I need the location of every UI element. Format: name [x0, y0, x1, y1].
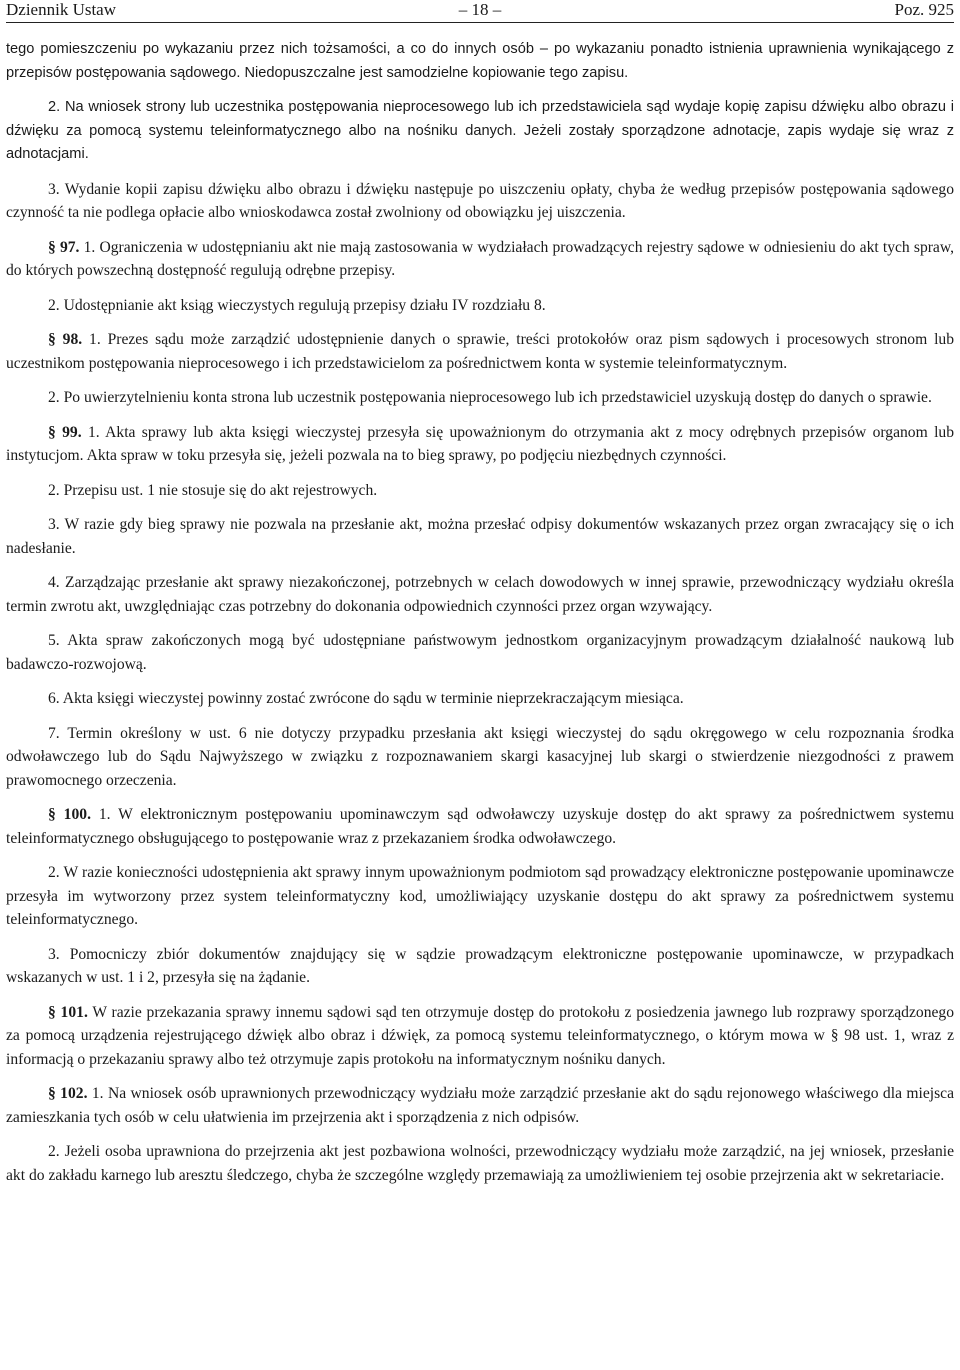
document-body: [6, 38, 954, 1198]
section-mark: § 99.: [48, 423, 82, 441]
paragraph-1: 2. Na wniosek strony lub uczestnika postępowania nieprocesowego lub ich przedstawiciela sąd wydaje kopię zapisu dźwięku albo obrazu i dźwięku za pomocą systemu teleinformatycznego albo na nośniku danych. Jeżeli zostały sporządzone adnotacje, zapis wydaje się wraz z adnotacjami.: [6, 99, 954, 162]
paragraph-12: 6. Akta księgi wieczystej powinny zostać zwrócone do sądu w terminie nieprzekraczającym miesiąca.: [48, 690, 684, 707]
paragraph-18: § 102. 1. Na wniosek osób uprawnionych przewodniczący wydziału może zarządzić przesłanie akt do sądu rejonowego właściwego dla miejsca zamieszkania tych osób w celu ułatwienia im przejrzenia akt i sporządzenia z nich odpisów.: [6, 1085, 955, 1126]
section-mark: § 98.: [48, 331, 83, 348]
paragraph-4: 2. Udostępnianie akt ksiąg wieczystych regulują przepisy działu IV rozdziału 8.: [48, 296, 546, 314]
paragraph-7: § 99. 1. Akta sprawy lub akta księgi wieczystej przesyła się upoważnionym do otrzymania akt z mocy odrębnych przepisów organom lub instytucjom. Akta spraw w toku przesyła się, jeżeli pozwala na to bieg sprawy, po podjęciu niezbędnych czynności.: [6, 423, 955, 464]
section-mark: § 97.: [48, 238, 80, 256]
paragraph-5: § 98. 1. Prezes sądu może zarządzić udostępnienie danych o sprawie, treści protokołów oraz pism sądowych i procesowych stronom lub uczestnikom postępowania nieprocesowego i ich przedstawicielom za pośrednictwem konta w systemie teleinformatycznym.: [6, 331, 955, 372]
paragraph-6: 2. Po uwierzytelnieniu konta strona lub uczestnik postępowania nieprocesowego lub ich przedstawiciel uzyskują dostęp do danych o sprawie.: [48, 389, 932, 406]
position-number: Poz. 925: [894, 0, 954, 19]
paragraph-16: 3. Pomocniczy zbiór dokumentów znajdujący się w sądzie prowadzącym elektroniczne postępowanie upominawcze, w przypadkach wskazanych w ust. 1 i 2, przesyła się na żądanie.: [6, 945, 954, 986]
journal-title: Dziennik Ustaw: [6, 0, 117, 19]
paragraph-9: 3. W razie gdy bieg sprawy nie pozwala na przesłanie akt, można przesłać odpisy dokumentów wskazanych przez organ zwracający się o ich nadesłanie.: [6, 516, 954, 557]
section-mark: § 100.: [48, 806, 91, 823]
paragraph-14: § 100. 1. W elektronicznym postępowaniu upominawczym sąd odwoławczy uzyskuje dostęp do akt sprawy za pośrednictwem systemu teleinformatycznego obsługującego to postępowanie wraz z przekazaniem środka odwoławczego.: [6, 806, 955, 847]
paragraph-2: 3. Wydanie kopii zapisu dźwięku albo obrazu i dźwięku następuje po uiszczeniu opłaty, chyba że według przepisów postępowania sądowego czynność ta nie podlega opłacie albo wnioskodawca został zwolniony od obowiązku jej uiszczenia.: [6, 180, 954, 221]
paragraph-11: 5. Akta spraw zakończonych mogą być udostępniane państwowym jednostkom organizacyjnym prowadzącym działalność naukową lub badawczo-rozwojową.: [6, 632, 954, 673]
section-mark: § 101.: [48, 1003, 88, 1021]
paragraph-10: 4. Zarządzając przesłanie akt sprawy niezakończonej, potrzebnych w celach dowodowych w innej sprawie, przewodniczący wydziału określa termin zwrotu akt, uwzględniając czas potrzebny do dokonania odpowiednich czynności przez organ wzywający.: [6, 574, 954, 615]
paragraph-8: 2. Przepisu ust. 1 nie stosuje się do akt rejestrowych.: [48, 481, 378, 499]
paragraph-0: tego pomieszczeniu po wykazaniu przez nich tożsamości, a co do innych osób – po wykazaniu ponadto istnienia uprawnienia wynikającego z przepisów postępowania sądowego. Niedopuszczalne jest samodzielne kopiowanie tego zapisu.: [6, 41, 954, 81]
section-mark: § 102.: [48, 1085, 88, 1102]
paragraph-13: 7. Termin określony w ust. 6 nie dotyczy przypadku przesłania akt księgi wieczystej do sądu okręgowego w celu rozpoznania środka odwoławczego lub do Sądu Najwyższego w związku z rozpoznawaniem skargi kasacyjnej lub skargi o stwierdzenie niezgodności z prawem prawomocnego orzeczenia.: [6, 724, 954, 789]
paragraph-3: § 97. 1. Ograniczenia w udostępnianiu akt nie mają zastosowania w wydziałach prowadzących rejestry sądowe w odniesieniu do akt tych spraw, do których powszechną dostępność regulują odrębne przepisy.: [6, 238, 955, 279]
paragraph-19: 2. Jeżeli osoba uprawniona do przejrzenia akt jest pozbawiona wolności, przewodniczący wydziału może zarządzić, na jej wniosek, przesłanie akt do zakładu karnego lub aresztu śledczego, chyba że szczególne względy przemawiają za umożliwieniem tej osobie przejrzenia akt w sekretariacie.: [6, 1143, 954, 1184]
paragraph-15: 2. W razie konieczności udostępnienia akt sprawy innym upoważnionym podmiotom sąd prowadzący elektroniczne postępowanie upominawcze przesyła im wytworzony przez system teleinformatyczny kod, umożliwiający uzyskanie dostępu do akt sprawy za pośrednictwem systemu teleinformatycznego.: [6, 864, 954, 928]
paragraph-17: § 101. W razie przekazania sprawy innemu sądowi sąd ten otrzymuje dostęp do protokołu z posiedzenia jawnego lub rozprawy sporządzonego za pomocą urządzenia rejestrującego dźwięk albo obraz i dźwięk, za pomocą systemu teleinformatycznego, o którym mowa w § 98 ust. 1, wraz z informacją o przekazaniu sprawy albo też otrzymuje zapis protokołu na informatycznym nośniku danych.: [6, 1003, 954, 1068]
page-number: – 18 –: [458, 0, 502, 19]
page-header: [6, 0, 954, 23]
